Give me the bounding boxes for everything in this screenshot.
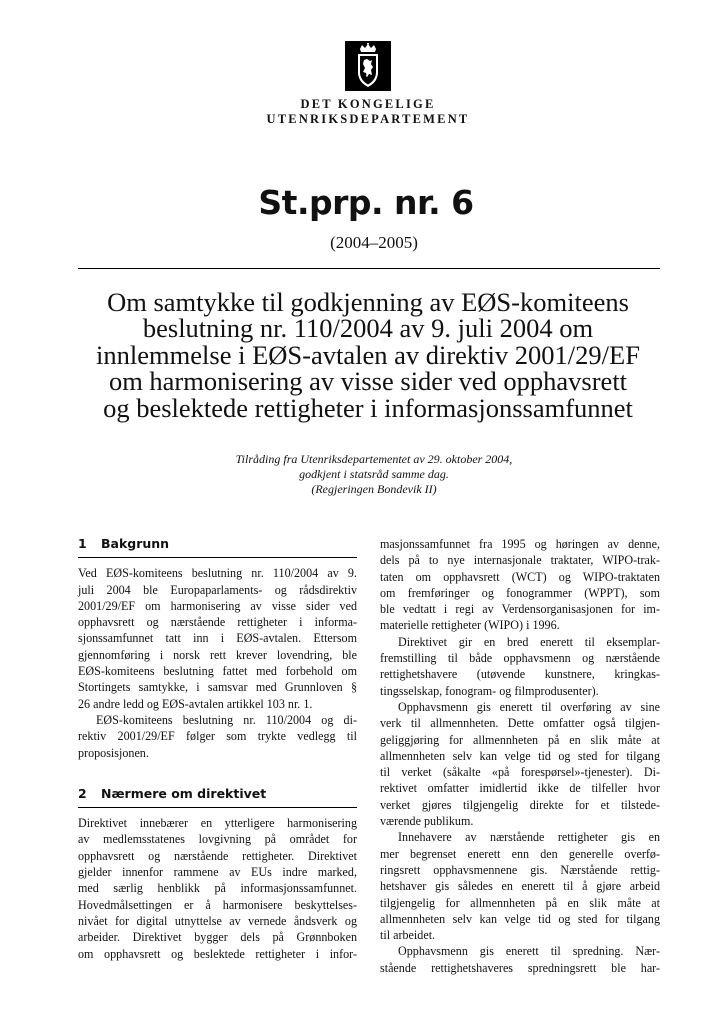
right-column xyxy=(380,536,660,976)
ministry-name-line-2: UTENRIKSDEPARTEMENT xyxy=(266,112,470,126)
body-line: Innehavere av nærstående rettigheter gis en xyxy=(398,830,660,845)
title-line: beslutning nr. 110/2004 av 9. juli 2004 om xyxy=(142,313,594,344)
body-line: materielle rettigheter (WIPO) i 1996. xyxy=(380,618,560,633)
body-line: taten om opphavsrett (WCT) og WIPO-traktaten xyxy=(380,569,660,584)
body-line: gjennomføring i norsk rett krever lovendring, ble xyxy=(78,647,357,662)
body-line: med særlig henblikk på informasjonssamfunnet. xyxy=(78,881,357,896)
subtitle-line: (Regjeringen Bondevik II) xyxy=(311,482,437,496)
body-line: opphavsrett og nærstående rettigheter. Direktivet xyxy=(78,848,357,863)
left-column xyxy=(78,536,357,962)
body-line: geliggjøring for allmennheten på en slik måte at xyxy=(380,732,660,747)
royal-crest-logo xyxy=(345,41,391,91)
title-divider xyxy=(78,268,660,269)
body-line: arbeider. Direktivet bygger dels på Grønnboken xyxy=(78,930,357,945)
body-line: til arbeidet. xyxy=(380,928,436,943)
body-line: 2001/29/EF om harmonisering av visse sider ved xyxy=(78,598,357,613)
section-heading-1 xyxy=(78,536,357,558)
body-line: EØS-komiteens beslutning fattet med forbehold om xyxy=(78,664,357,679)
body-line: juli 2004 ble Europaparlaments- og rådsdirektiv xyxy=(78,582,357,597)
body-line: tingsselskap, fonogram- og filmprodusenter). xyxy=(380,683,599,698)
coat-of-arms-icon xyxy=(345,41,391,91)
body-line: gjelder innenfor rammene av EUs indre marked, xyxy=(78,865,357,880)
title-line: Om samtykke til godkjenning av EØS-komiteens xyxy=(107,287,629,317)
section-number: 1 xyxy=(78,536,87,551)
body-line: masjonssamfunnet fra 1995 og høringen av denne, xyxy=(380,537,660,551)
body-line: rektiv 2001/29/EF følger som trykte vedlegg til xyxy=(78,729,357,744)
body-line: Direktivet innebærer en ytterligere harmonisering xyxy=(78,816,357,831)
body-line: Ved EØS-komiteens beslutning nr. 110/2004 av 9. xyxy=(78,566,357,581)
body-line: om fremføringer og fonogrammer (WPPT), som xyxy=(380,585,660,600)
subtitle-line: godkjent i statsråd samme dag. xyxy=(299,467,449,481)
body-line: EØS-komiteens beslutning nr. 110/2004 og di- xyxy=(96,712,357,727)
body-line: værende publikum. xyxy=(380,814,474,829)
body-line: allmennheten selv kan velge tid og sted for tilgang xyxy=(380,911,660,926)
body-line: allmennheten selv kan velge tid og sted for tilgang xyxy=(380,748,660,763)
document-title xyxy=(70,289,666,421)
body-line: verket gjøres tilgjengelig direkte for et tilstede- xyxy=(380,797,660,812)
body-line: proposisjonen. xyxy=(78,745,149,760)
body-line: tilgjengelig for allmennheten på en slik måte at xyxy=(380,895,660,910)
title-line: innlemmelse i EØS-avtalen av direktiv 2001/29/EF xyxy=(96,339,640,370)
body-line: rettighetshavere (utøvende kunstnere, kringkas- xyxy=(380,667,660,682)
title-line: og beslektede rettigheter i informasjonssamfunnet xyxy=(103,392,633,423)
section-number: 2 xyxy=(78,785,87,801)
body-line: opphavsrett og nærstående rettigheter i informa- xyxy=(78,615,357,630)
body-line: stående rettighetshaveres spredningsrett ble har- xyxy=(380,960,660,975)
body-line: verk til allmennheten. Dette omfatter også tilgjen- xyxy=(380,716,660,731)
body-line: om opphavsrett og beslektede rettigheter i infor- xyxy=(78,946,357,961)
body-line: ringsrett opphavsmennene gis. Nærstående rettig- xyxy=(380,862,660,877)
body-line: Hovedmålsettingen er å harmonisere beskyttelses- xyxy=(78,897,357,912)
body-line: ble vedtatt i regi av Verdensorganisasjonen for im- xyxy=(380,602,660,617)
body-line: 26 andre ledd og EØS-avtalen artikkel 103 nr. 1. xyxy=(78,696,313,711)
body-line: dels på to nye internasjonale traktater, WIPO-trak- xyxy=(380,553,660,568)
body-line: rektivet omfatter imidlertid ikke de tilfeller hvor xyxy=(380,781,660,796)
subtitle-line: Tilråding fra Utenriksdepartementet av 29. oktober 2004, xyxy=(235,452,513,466)
body-line: Stortingets samtykke, i samsvar med Grunnloven § xyxy=(78,680,357,695)
body-line: mer begrenset enerett enn den generelle overfø- xyxy=(380,846,660,861)
document-number: St.prp. nr. 6 xyxy=(258,183,474,222)
body-line: hetshaver gis således en enerett til å gjøre arbeid xyxy=(380,879,660,894)
title-line: om harmonisering av visse sider ved opphavsrett xyxy=(108,366,628,397)
section-title: Nærmere om direktivet xyxy=(101,785,267,801)
body-line: nivået for digital utnyttelse av vernede åndsverk og xyxy=(78,913,357,928)
subtitle xyxy=(0,452,724,497)
body-line: Opphavsmenn gis enerett til overføring av sine xyxy=(398,699,660,714)
body-line: fremstilling til både opphavsmenn og nærstående xyxy=(380,651,660,666)
document-session: (2004–2005) xyxy=(330,233,418,252)
body-line: Opphavsmenn gis enerett til spredning. Nær- xyxy=(398,944,660,959)
body-line: til verket (såkalte «på forespørsel»-tjenester). Di- xyxy=(380,765,660,780)
ministry-name-line-1: DET KONGELIGE xyxy=(300,97,436,111)
body-line: Direktivet gir en bred enerett til eksemplar- xyxy=(398,634,660,649)
body-line: sjonssamfunnet tatt inn i EØS-avtalen. Ettersom xyxy=(78,631,357,646)
section-heading-2 xyxy=(78,786,357,808)
section-title: Bakgrunn xyxy=(101,536,170,551)
body-line: av medlemsstatenes lovgivning på området for xyxy=(78,832,357,847)
